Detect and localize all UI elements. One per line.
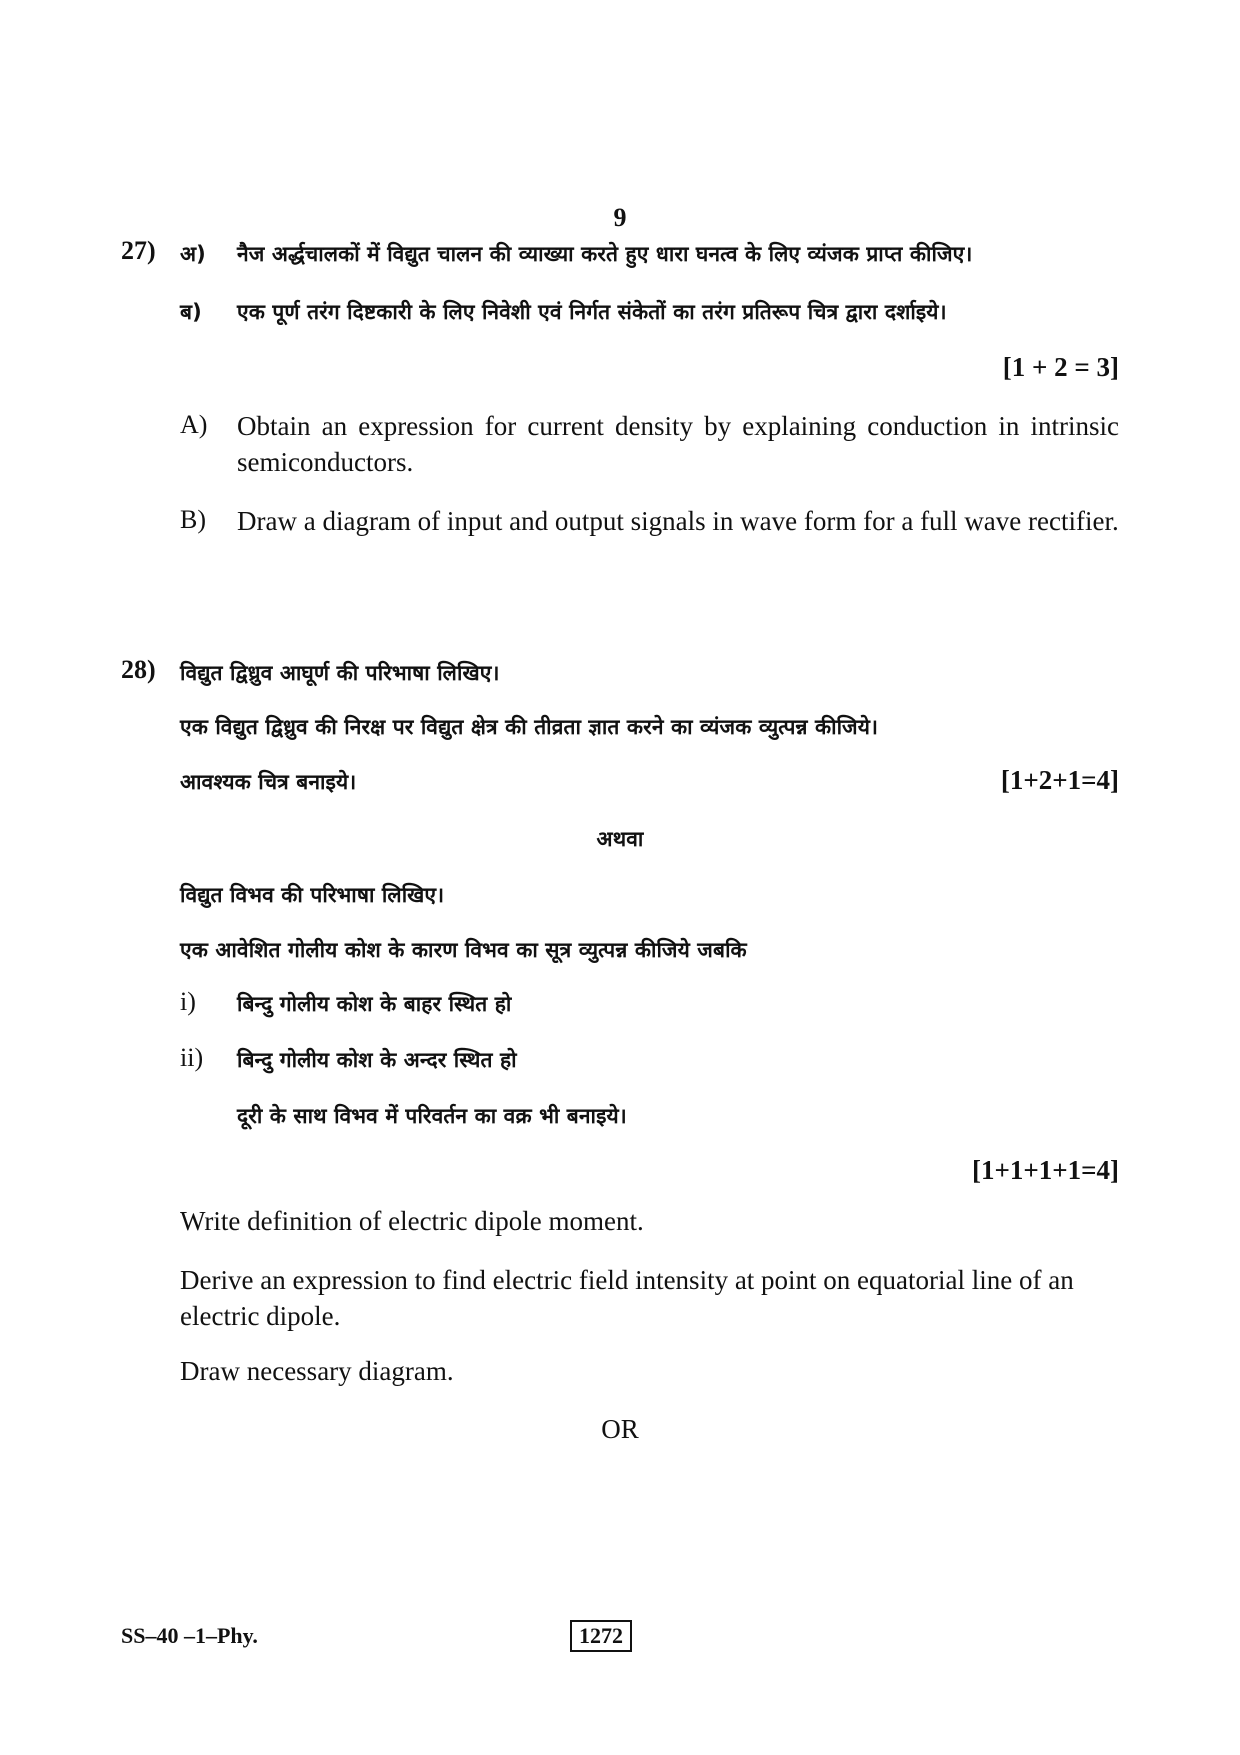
paper-code: SS–40 –1–Phy. [121,1623,258,1648]
question-text-hindi: एक आवेशित गोलीय कोश के कारण विभव का सूत्र व्युत्पन्न कीजिये जबकि [180,938,747,962]
question-text-hindi: विद्युत विभव की परिभाषा लिखिए। [180,883,445,907]
sub-label: अ) [180,242,206,266]
question-text-hindi: बिन्दु गोलीय कोश के अन्दर स्थित हो [237,1048,517,1072]
question-text-english: Write definition of electric dipole moment. [180,1206,644,1236]
or-separator: OR [601,1414,639,1444]
page-number: 9 [613,203,627,232]
paper-number-box: 1272 [570,1620,632,1652]
sub-label: i) [180,987,196,1016]
marks-allocation: [1+1+1+1=4] [971,1155,1119,1185]
question-text-hindi: दूरी के साथ विभव में परिवर्तन का वक्र भी बनाइये। [237,1104,627,1128]
question-text-english: Derive an expression to find electric field intensity at point on equatorial line of an electric dipole. [180,1265,1074,1331]
sub-label: ii) [180,1043,204,1072]
marks-allocation: [1 + 2 = 3] [1002,352,1119,382]
question-text-english: Draw a diagram of input and output signals in wave form for a full wave rectifier. [237,506,1119,536]
question-text-hindi: नैज अर्द्धचालकों में विद्युत चालन की व्याख्या करते हुए धारा घनत्व के लिए व्यंजक प्राप्त कीजिए। [237,242,973,266]
question-number: 28) [121,655,156,684]
question-text-english: Obtain an expression for current density by explaining conduction in intrinsic semiconductors. [237,411,1119,477]
question-text-english: Draw necessary diagram. [180,1356,454,1386]
or-separator-hindi: अथवा [596,827,644,851]
sub-label: ब) [180,300,202,324]
question-text-hindi: एक विद्युत द्विध्रुव की निरक्ष पर विद्युत क्षेत्र की तीव्रता ज्ञात करने का व्यंजक व्युत्पन्न कीजिये। [180,715,879,739]
question-text-hindi: बिन्दु गोलीय कोश के बाहर स्थित हो [237,992,512,1016]
question-text-hindi: विद्युत द्विध्रुव आघूर्ण की परिभाषा लिखिए। [180,661,500,685]
sub-label: B) [180,505,206,534]
question-text-hindi: एक पूर्ण तरंग दिष्टकारी के लिए निवेशी एवं निर्गत संकेतों का तरंग प्रतिरूप चित्र द्वारा दर्शाइये। [237,300,947,324]
sub-label: A) [180,410,208,439]
question-number: 27) [121,236,156,265]
marks-allocation: [1+2+1=4] [1000,765,1119,795]
question-text-hindi: आवश्यक चित्र बनाइये। [180,770,357,794]
